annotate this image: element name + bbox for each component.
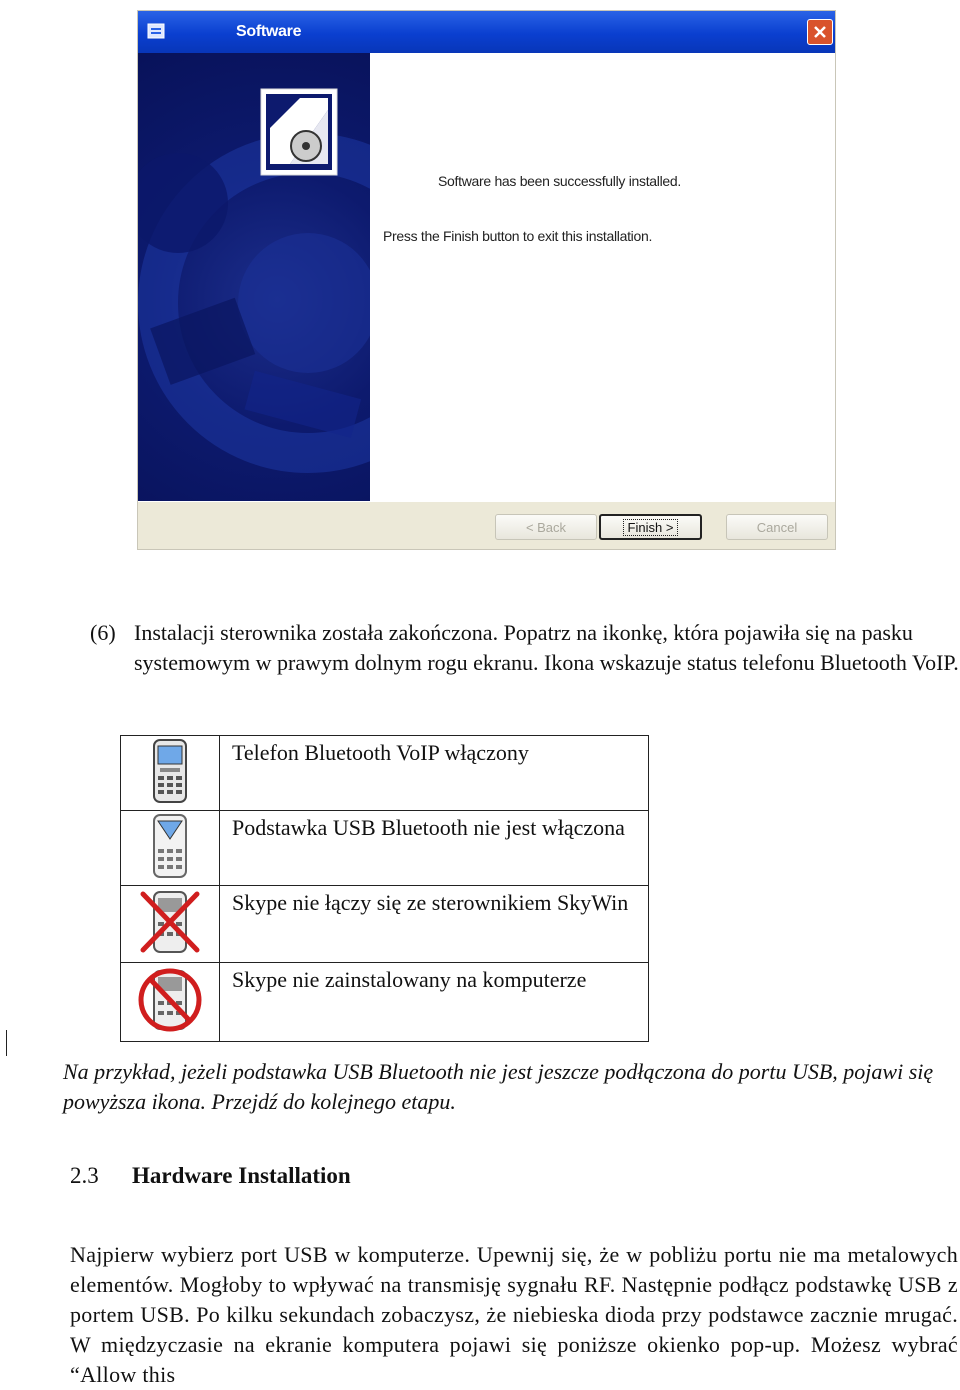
- wizard-side-panel: [138, 53, 370, 501]
- close-button[interactable]: [807, 19, 833, 45]
- finish-button-label: Finish >: [624, 520, 678, 535]
- phone-icon: [148, 738, 192, 804]
- status-label: Podstawka USB Bluetooth nie jest włączona: [220, 811, 649, 886]
- table-row: [121, 963, 649, 1042]
- revision-bar: [6, 1030, 7, 1056]
- example-note: Na przykład, jeżeli podstawka USB Bluetooth nie jest jeszcze podłączona do portu USB, pojawi się powyższa ikona. Przejdź do kolejnego etapu.: [63, 1059, 934, 1114]
- finish-hint: Press the Finish button to exit this installation.: [383, 228, 653, 244]
- success-message: Software has been successfully installed.: [438, 173, 681, 189]
- installer-logo-icon: [260, 88, 338, 176]
- table-row: [121, 811, 649, 886]
- phone-dimmed-icon: [148, 813, 192, 879]
- window-title: Software: [236, 23, 302, 40]
- icon-cell: [121, 963, 220, 1042]
- title-bar: [138, 11, 835, 53]
- icon-cell: [121, 811, 220, 886]
- status-label: Skype nie zainstalowany na komputerze: [220, 963, 649, 1042]
- phone-crossed-icon: [137, 888, 203, 956]
- icon-cell: [121, 886, 220, 963]
- cancel-button[interactable]: Cancel: [726, 514, 828, 540]
- status-label: Skype nie łączy się ze sterownikiem SkyWin: [220, 886, 649, 963]
- section-number: 2.3: [70, 1163, 99, 1188]
- installer-app-icon: [146, 21, 166, 41]
- wizard-footer: [138, 501, 835, 550]
- status-label: Telefon Bluetooth VoIP włączony: [220, 736, 649, 811]
- close-icon: [813, 25, 827, 39]
- icon-cell: [121, 736, 220, 811]
- step-text: Instalacji sterownika została zakończona. Popatrz na ikonkę, która pojawiła się na pasku systemowym w prawym dolnym rogu ekranu. Ikona wskazuje status telefonu Bluetooth VoIP.: [134, 620, 959, 675]
- table-row: [121, 736, 649, 811]
- body-paragraph: Najpierw wybierz port USB w komputerze. Upewnij się, że w pobliżu portu nie ma metalowych elementów. Mogłoby to wpływać na transmisję sygnału RF. Następnie podłącz podstawkę USB z portem USB. Po kilku sekundach zobaczysz, że niebieska dioda przy podstawce zacznie mrugać. W międzyczasie na ekranie komputera pojawi się poniższe okienko pop-up. Możesz wybrać “Allow this: [70, 1242, 958, 1387]
- phone-prohibited-icon: [136, 965, 204, 1035]
- table-row: [121, 886, 649, 963]
- step-number: (6): [90, 620, 116, 645]
- finish-button[interactable]: [599, 514, 702, 540]
- section-title: Hardware Installation: [132, 1163, 351, 1188]
- wizard-content: [138, 53, 835, 501]
- back-button[interactable]: < Back: [495, 514, 597, 540]
- installer-window: [137, 10, 836, 550]
- status-icon-table: [120, 735, 649, 1042]
